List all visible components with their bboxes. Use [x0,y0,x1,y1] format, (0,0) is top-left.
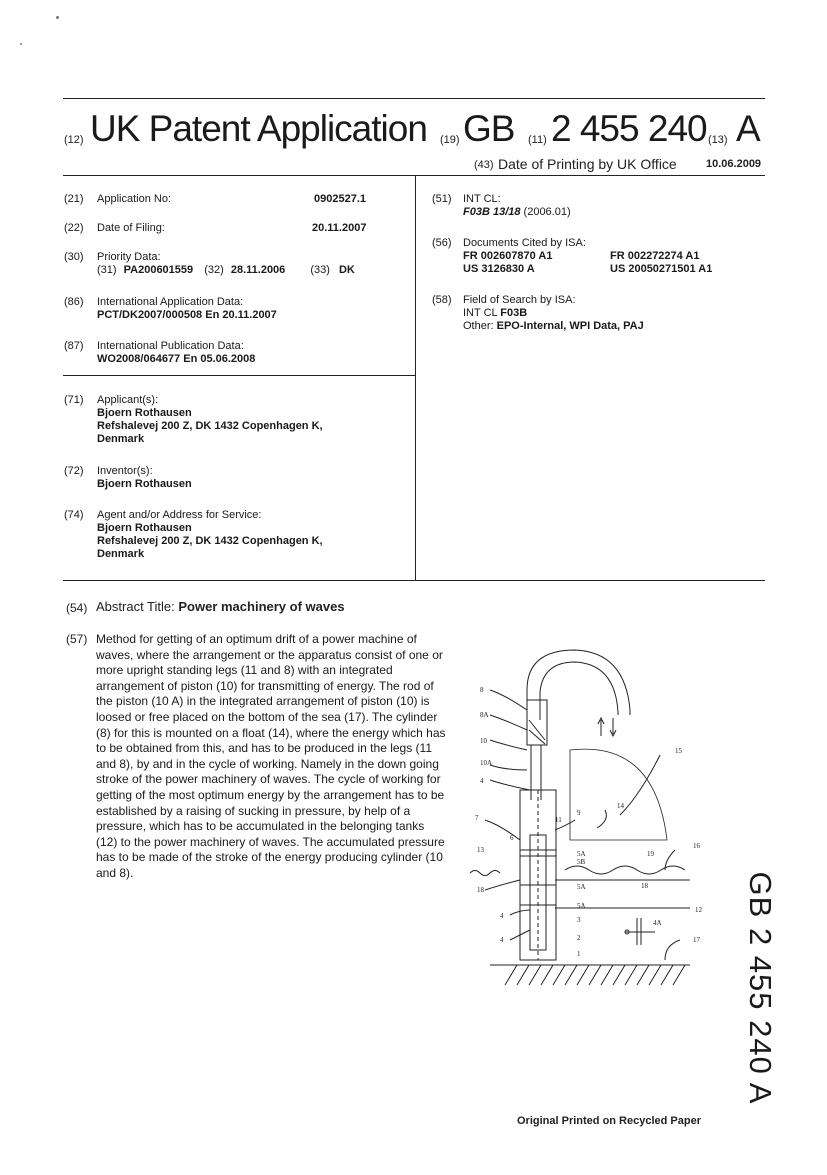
field-71 [64,394,404,450]
code-13: (13) [708,134,728,146]
field-code: (21) [64,193,84,205]
document-title: UK Patent Application [90,108,427,149]
field-74 [64,509,404,565]
field-label: Application No: [97,193,171,205]
field-code: (30) [64,251,84,263]
svg-text:4: 4 [500,912,504,920]
code-12: (12) [64,134,84,146]
field-code: (74) [64,509,84,521]
field-label: International Application Data: [97,296,244,308]
svg-text:4: 4 [500,936,504,944]
field-51 [432,193,762,223]
svg-text:19: 19 [647,850,654,858]
field-code: (22) [64,222,84,234]
svg-text:2: 2 [577,934,581,942]
svg-text:14: 14 [617,802,624,810]
svg-text:8: 8 [480,686,484,694]
field-label: Date of Filing: [97,222,165,234]
code-31: (31) [97,264,117,276]
field-code: (56) [432,237,452,249]
svg-text:16: 16 [693,842,700,850]
field-label: Priority Data: [97,251,161,263]
other-prefix: Other: [463,320,497,332]
svg-text:18: 18 [641,882,648,890]
footer-note: Original Printed on Recycled Paper [517,1115,701,1127]
field-72 [64,465,404,495]
field-label: INT CL: [463,193,501,205]
priority-country: DK [338,264,355,276]
svg-text:4: 4 [480,777,484,785]
application-number: 0902527.1 [314,193,366,205]
svg-text:17: 17 [693,936,700,944]
citation: FR 002272274 A1 [610,250,700,262]
svg-text:11: 11 [555,816,562,824]
applicant-name: Bjoern Rothausen [97,407,192,419]
agent-country: Denmark [97,548,145,560]
svg-text:5A: 5A [577,850,586,858]
column-divider [415,175,416,580]
left-section-rule [63,375,415,376]
field-code: (72) [64,465,84,477]
international-application: PCT/DK2007/000508 En 20.11.2007 [97,309,277,321]
side-publication-number [725,871,795,1125]
svg-text:4A: 4A [653,919,662,927]
svg-text:10: 10 [480,737,487,745]
priority-line [97,264,355,277]
agent-address: Refshalevej 200 Z, DK 1432 Copenhagen K, [97,535,323,547]
int-cl-code: F03B 13/18 [463,206,521,218]
citation: US 20050271501 A1 [610,263,713,275]
field-56 [432,237,762,279]
field-code: (87) [64,340,84,352]
international-publication: WO2008/064677 En 05.06.2008 [97,353,256,365]
svg-text:13: 13 [477,846,484,854]
int-cl-line [463,206,571,219]
field-label: Applicant(s): [97,394,159,406]
svg-text:5A: 5A [577,902,586,910]
side-publication-number-text: GB 2 455 240 A [743,871,778,1105]
code-43: (43) [474,159,494,171]
svg-text:3: 3 [577,916,581,924]
field-label: International Publication Data: [97,340,244,352]
code-57: (57) [66,632,88,646]
kind-code: A [736,108,760,149]
abstract-title [96,599,345,614]
citation: US 3126830 A [463,263,535,275]
svg-text:15: 15 [675,747,682,755]
top-rule [63,98,765,99]
svg-text:10A: 10A [480,759,493,767]
scan-speck [56,16,59,19]
code-19: (19) [440,134,460,146]
svg-text:5A: 5A [577,883,586,891]
int-cl-value: F03B [500,307,528,319]
citation: FR 002607870 A1 [463,250,553,262]
applicant-country: Denmark [97,433,145,445]
other-value: EPO-Internal, WPI Data, PAJ [496,320,644,332]
svg-text:9: 9 [577,809,581,817]
field-code: (51) [432,193,452,205]
table-bottom-rule [63,580,765,581]
field-86 [64,296,404,326]
code-11: (11) [528,134,547,146]
priority-number: PA200601559 [123,264,194,276]
svg-text:7: 7 [475,814,479,822]
printing-date-label: Date of Printing by UK Office [498,156,677,172]
scan-speck [20,43,22,45]
abstract-title-value: Power machinery of waves [178,599,345,614]
printing-date: 10.06.2009 [706,158,762,170]
field-label: Inventor(s): [97,465,153,477]
code-32: (32) [204,264,224,276]
int-cl-prefix: INT CL [463,307,501,319]
field-label: Field of Search by ISA: [463,294,576,306]
patent-drawing [465,640,725,1000]
int-cl-version: (2006.01) [520,206,571,218]
svg-text:5B: 5B [577,858,586,866]
field-code: (86) [64,296,84,308]
field-87 [64,340,404,370]
abstract-title-prefix: Abstract Title: [96,599,179,614]
field-code: (58) [432,294,452,306]
field-label: Documents Cited by ISA: [463,237,586,249]
agent-name: Bjoern Rothausen [97,522,192,534]
field-code: (71) [64,394,84,406]
abstract-body: Method for getting of an optimum drift of a power machine of waves, where the arrangement or the apparatus consist of one or more upright standing legs (11 and 8) with an integrated arrangement of piston (10) for transmitting of energy. The rod of the piston (10 A) in the integrated arrangement of piston (10) is loosed or free placed on the bottom of the sea (17). The cylinder (8) for this is mounted on a float (14), where the energy which has to be obtained from this, and has to be produced in the legs (11 and 8), by and in the cycle of working. Namely in the down going stroke of the power machinery of waves. The cycle of working for getting of the most optimum energy by the arrangement has to be established by a raising of sucking in pressure, by help of a pressure, which has to be accumulated in the belonging tanks (12) to the power machinery of waves. The accumulated pressure has to be made of the stroke of the energy producing cylinder (10 and 8). [96,632,446,880]
svg-text:18: 18 [477,886,484,894]
svg-text:8A: 8A [480,711,489,719]
field-30 [64,251,404,281]
svg-text:1: 1 [577,950,581,958]
inventor-name: Bjoern Rothausen [97,478,192,490]
priority-date: 28.11.2006 [230,264,286,276]
code-33: (33) [310,264,330,276]
svg-text:6: 6 [510,834,514,842]
svg-text:12: 12 [695,906,702,914]
field-label: Agent and/or Address for Service: [97,509,262,521]
code-54: (54) [66,601,88,615]
table-top-rule [63,175,765,176]
search-other [463,320,644,333]
search-int-cl [463,307,644,320]
publication-number: 2 455 240 [551,108,707,149]
field-58 [432,294,762,336]
filing-date: 20.11.2007 [312,222,367,234]
applicant-address: Refshalevej 200 Z, DK 1432 Copenhagen K, [97,420,323,432]
country-code: GB [463,108,515,149]
